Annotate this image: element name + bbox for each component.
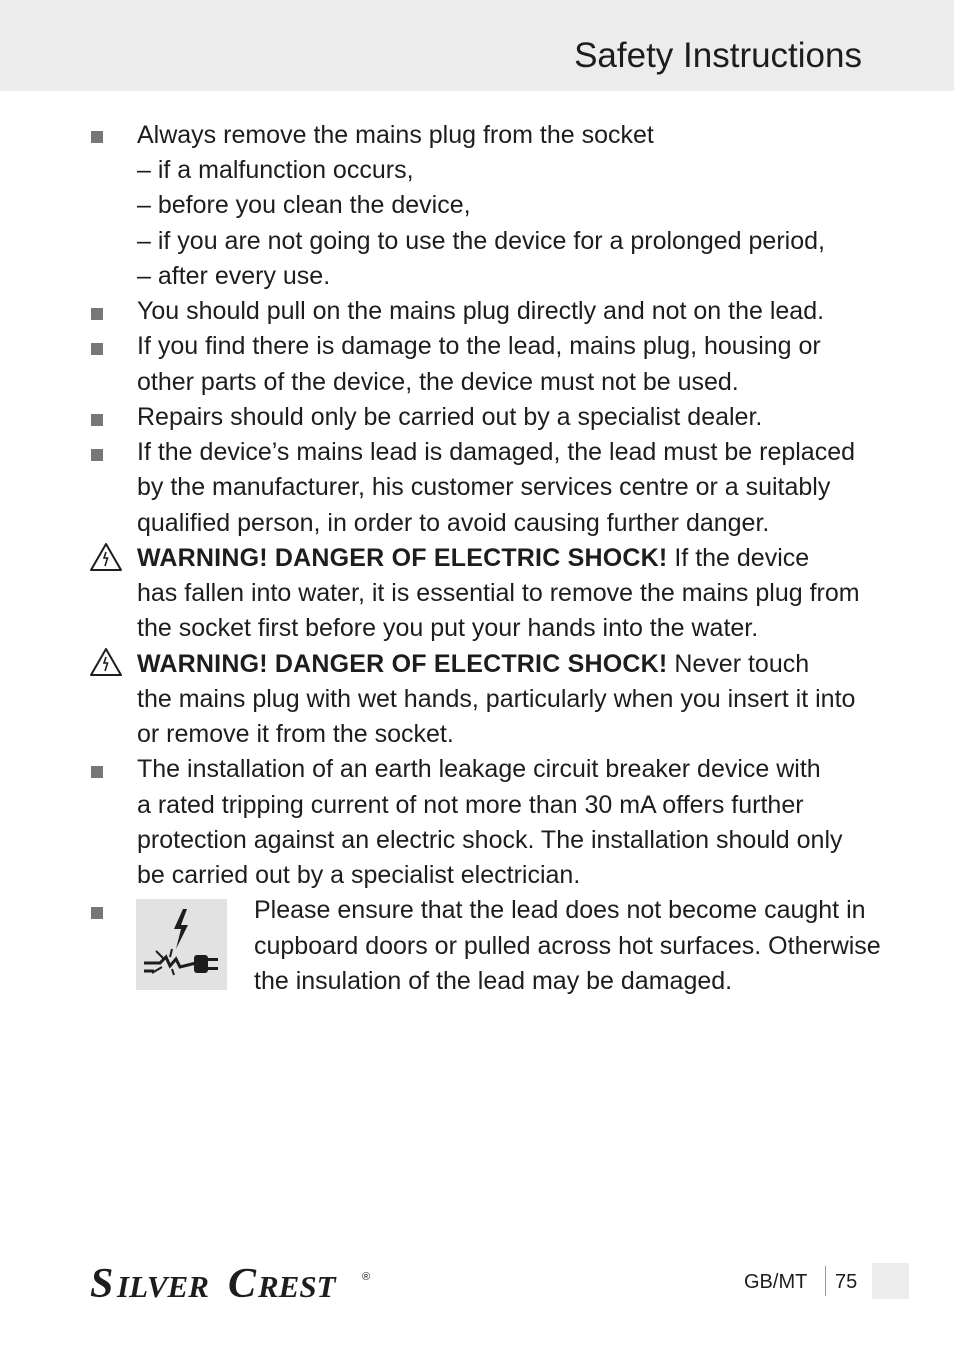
warning-heading: WARNING! DANGER OF ELECTRIC SHOCK! xyxy=(137,544,668,572)
damaged-cable-icon xyxy=(136,899,227,990)
footer-language: GB/MT xyxy=(744,1271,808,1293)
text-line: Always remove the mains plug from the socket xyxy=(137,121,654,149)
svg-text:C: C xyxy=(228,1262,257,1302)
text-line: qualified person, in order to avoid causing further danger. xyxy=(137,509,770,537)
svg-text:S: S xyxy=(90,1262,114,1302)
square-bullet-icon xyxy=(91,907,103,919)
page-title: Safety Instructions xyxy=(574,36,862,75)
text-line: – if you are not going to use the device for a prolonged period, xyxy=(137,227,825,255)
footer-divider xyxy=(825,1266,826,1296)
square-bullet-icon xyxy=(91,449,103,461)
square-bullet-icon xyxy=(91,131,103,143)
text-line: by the manufacturer, his customer services centre or a suitably xyxy=(137,473,831,501)
warning-heading: WARNING! DANGER OF ELECTRIC SHOCK! xyxy=(137,650,668,678)
text-line: – if a malfunction occurs, xyxy=(137,156,414,184)
text-line: – before you clean the device, xyxy=(137,191,471,219)
text-line: Please ensure that the lead does not become caught in xyxy=(254,896,866,924)
text-line: If the device’s mains lead is damaged, the lead must be replaced xyxy=(137,438,856,466)
footer-tab-marker xyxy=(872,1263,909,1299)
text-line: – after every use. xyxy=(137,262,331,290)
warning-triangle-icon xyxy=(89,647,123,677)
page-number: 75 xyxy=(835,1271,858,1293)
warning-line xyxy=(137,647,809,682)
warning-text: Never touch xyxy=(667,650,810,678)
text-line: If you find there is damage to the lead, mains plug, housing or xyxy=(137,332,821,360)
text-line: the mains plug with wet hands, particularly when you insert it into xyxy=(137,685,856,713)
text-line: the insulation of the lead may be damaged. xyxy=(254,967,733,995)
text-line: protection against an electric shock. The installation should only xyxy=(137,826,843,854)
square-bullet-icon xyxy=(91,343,103,355)
square-bullet-icon xyxy=(91,308,103,320)
svg-text:REST: REST xyxy=(258,1269,336,1302)
text-line: Repairs should only be carried out by a specialist dealer. xyxy=(137,403,763,431)
square-bullet-icon xyxy=(91,766,103,778)
text-line: other parts of the device, the device must not be used. xyxy=(137,368,739,396)
silvercrest-logo xyxy=(90,1262,375,1302)
text-line: You should pull on the mains plug directly and not on the lead. xyxy=(137,297,825,325)
text-line: be carried out by a specialist electrician. xyxy=(137,861,581,889)
warning-text: If the device xyxy=(667,544,810,572)
warning-line xyxy=(137,541,809,576)
page-header xyxy=(0,0,954,91)
text-line: or remove it from the socket. xyxy=(137,720,454,748)
text-line: a rated tripping current of not more than 30 mA offers further xyxy=(137,791,804,819)
square-bullet-icon xyxy=(91,414,103,426)
svg-text:ILVER: ILVER xyxy=(117,1269,209,1302)
warning-triangle-icon xyxy=(89,542,123,572)
text-line: has fallen into water, it is essential to remove the mains plug from xyxy=(137,579,860,607)
svg-text:®: ® xyxy=(362,1271,371,1283)
text-line: the socket first before you put your hands into the water. xyxy=(137,614,759,642)
text-line: The installation of an earth leakage circuit breaker device with xyxy=(137,755,821,783)
text-line: cupboard doors or pulled across hot surfaces. Otherwise xyxy=(254,932,881,960)
